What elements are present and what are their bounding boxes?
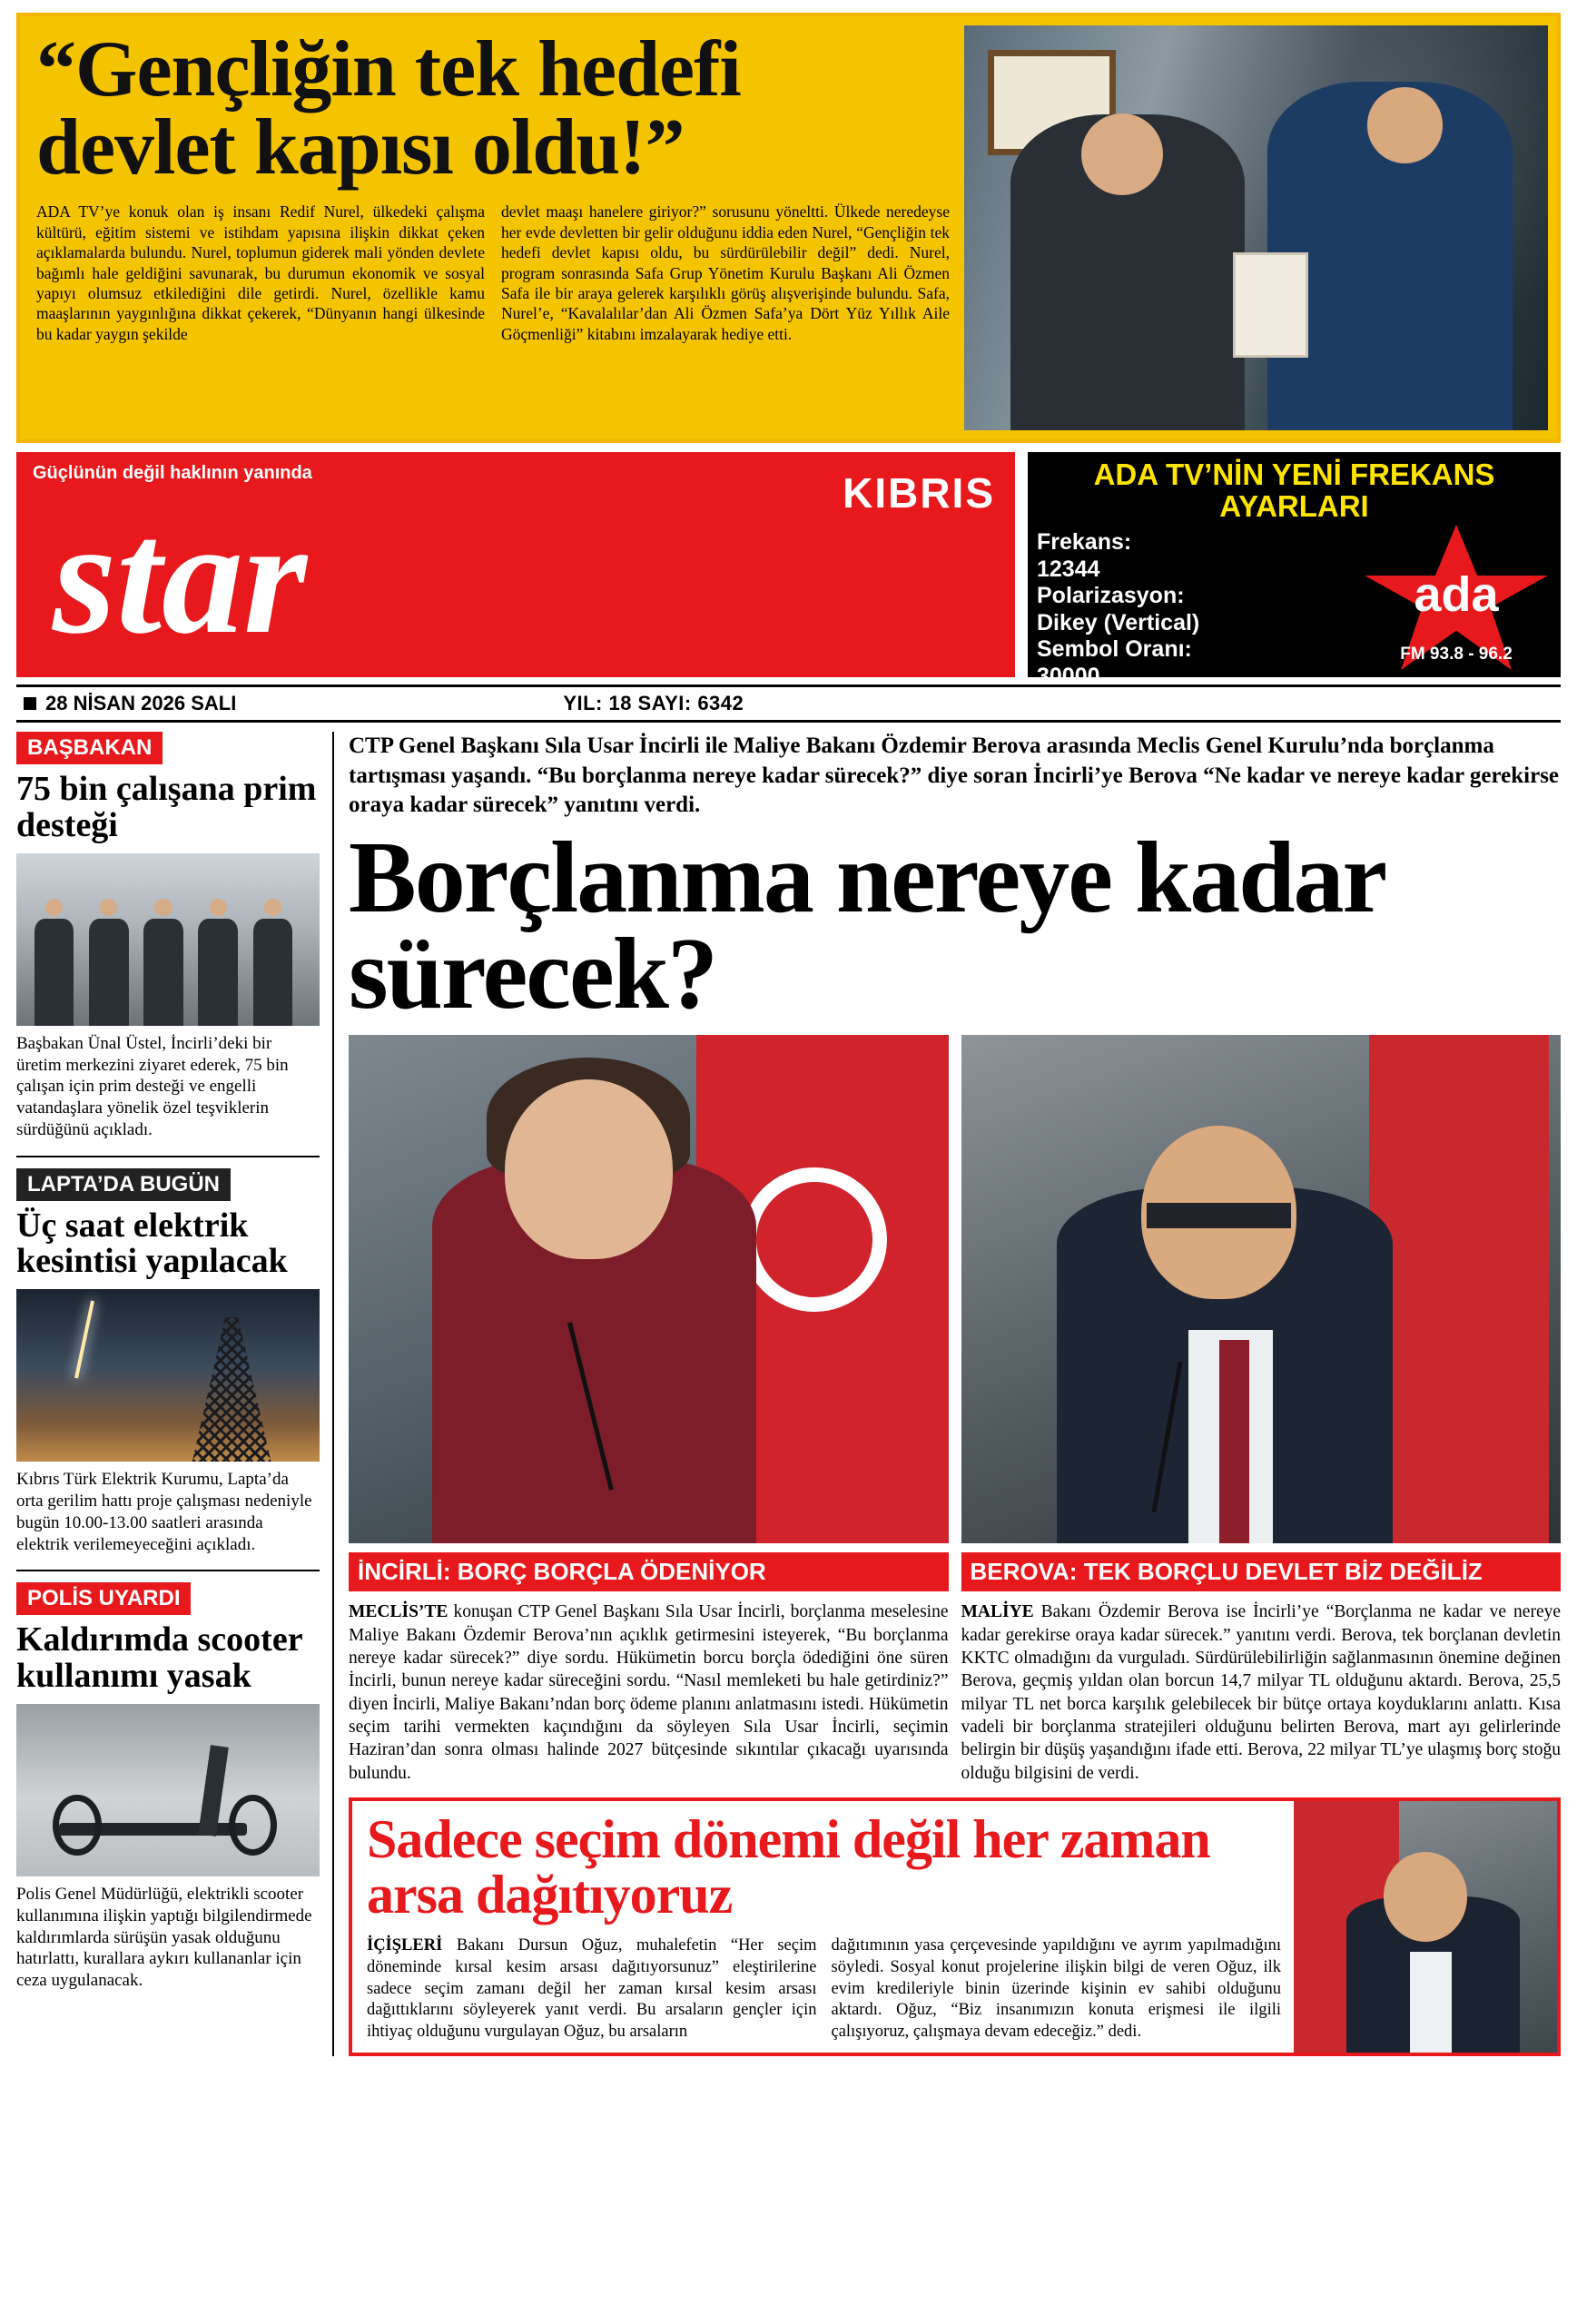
masthead-slogan: Güçlünün değil haklının yanında — [33, 463, 312, 483]
subbar-incirli: İNCİRLİ: BORÇ BORÇLA ÖDENİYOR — [349, 1552, 949, 1591]
lead-headline: Borçlanma nereye kadar sürecek? — [349, 821, 1385, 1030]
lead-body-left-text: konuşan CTP Genel Başkanı Sıla Usar İncirli, borçlanma meselesine Maliye Bakanı Özdemir Berova’nın açıklık getirmesini isteyerek, “Bu borçlanma nereye kadar sürecek?” diye sordu. Hükümetin borcu borçla ödediğini öne süren İncirli, bunun nereye kadar süreceğini sordu. “Nasıl memleketi bu hale getirdiniz?” diyen İncirli, Maliye Bakanı’ndan borç ödeme planını anlatmasını istedi. Hükümetin seçim tarihi vermekten kaçındığını da söyleyen Sıla Usar İncirli, seçimin Haziran’dan sonra olması halinde 2027 bütçesinde sıkıntılar çıkacağı uyarısında bulundu. — [349, 1602, 949, 1783]
bottom-story-columns — [367, 1935, 1281, 2043]
glasses-icon — [1147, 1203, 1291, 1228]
masthead-logo-block — [16, 452, 1015, 677]
date-bar — [16, 684, 1561, 723]
sidebar-headline-polis: Kaldırımda scooter kullanımı yasak — [16, 1620, 302, 1696]
top-story-photo — [964, 25, 1548, 430]
advert-sembol-value: 30000 — [1037, 663, 1100, 689]
advert-frekans-value: 12344 — [1037, 556, 1100, 582]
issue-number: YIL: 18 SAYI: 6342 — [563, 692, 744, 714]
bottom-story-headline: Sadece seçim dönemi değil her zaman arsa dağıtıyoruz — [367, 1809, 1210, 1925]
lead-photos — [349, 1035, 1561, 1543]
sidebar-item-lapta — [16, 1168, 320, 1556]
lead-kicker: CTP Genel Başkanı Sıla Usar İncirli ile Maliye Bakanı Özdemir Berova arasında Meclis Genel Kurulu’nda borçlanma tartışması yaşandı. “Bu borçlanma nereye kadar sürecek?” diye soran İncirli’ye Berova “Ne kadar ve nereye kadar gerekirse oraya kadar sürecek” yanıtını verdi. — [349, 734, 1560, 817]
advert-polarizasyon-label: Polarizasyon: — [1037, 583, 1185, 609]
sidebar-photo-lapta — [16, 1289, 320, 1462]
oguz-face — [1384, 1852, 1468, 1942]
photo-incirli — [349, 1035, 949, 1543]
sidebar-caption-basbakan: Başbakan Ünal Üstel, İncirli’deki bir üretim merkezini ziyaret ederek, 75 bin çalışan için prim desteği ve engelli vatandaşlara yönelik özel teşviklerin sürdüğünü açıkladı. — [16, 1033, 289, 1139]
lead-body-right-text: Bakanı Özdemir Berova ise İncirli’ye “Borçlanma ne kadar ve nereye kadar gerekirse oraya kadar sürecek.” yanıtını verdi. Berova, tek borçlanan devletin KKTC olmadığını da vurguladı. Sürdürülebilirliğin sağlanmasının önemine değinen Berova, geçmiş yıldan olan borcun 14,7 milyar TL olduğunu aktardı. Berova, 25,5 milyar TL net borca karşılık gelebilecek bir bütçe ortaya koyduklarını anlattı. Kısa vadeli bir borçlanma stratejileri olduğunu belirten Berova, mart ayı gelirlerinde belirgin bir düşüş yaşandığını ifade etti. Berova, 22 milyar TL’ye ulaşmış borç stoğu olduğu bilgisini de verdi. — [961, 1602, 1561, 1783]
advert-details — [1037, 529, 1361, 690]
sidebar-divider-1 — [16, 1156, 320, 1157]
sidebar-item-polis — [16, 1582, 320, 1992]
subbar-berova: BEROVA: TEK BORÇLU DEVLET BİZ DEĞİLİZ — [961, 1552, 1562, 1591]
masthead — [16, 452, 1561, 689]
lead-body-left — [349, 1600, 949, 1785]
oguz-shirt — [1410, 1952, 1452, 2053]
berova-tie — [1219, 1340, 1249, 1543]
incirli-face — [505, 1079, 673, 1259]
sidebar-caption-polis: Polis Genel Müdürlüğü, elektrikli scooter kullanımına ilişkin yaptığı bilgilendirmede kaldırımlarda sürüşün yasak olduğunu hatırlattı, kurallara aykırı kullananlar için ceza uygulanacak. — [16, 1885, 312, 1991]
person-right-head — [1367, 87, 1444, 163]
lead-body-left-lead: MECLİS’TE — [349, 1602, 448, 1622]
sidebar-headline-basbakan: 75 bin çalışana prim desteği — [16, 770, 317, 844]
top-story-headline: “Gençliğin tek hedefi devlet kapısı oldu!” — [36, 25, 741, 192]
lightning-icon — [74, 1300, 94, 1378]
main-column — [334, 732, 1561, 2056]
top-story-column-1 — [36, 202, 485, 344]
lead-subheadline-bars — [349, 1552, 1561, 1591]
bottom-story-text — [352, 1801, 1294, 2053]
lead-body-columns — [349, 1600, 1561, 1785]
pylon-shape — [192, 1317, 271, 1462]
photo-berova — [961, 1035, 1562, 1543]
bottom-story-column-1-text: Bakanı Dursun Oğuz, muhalefetin “Her seçim döneminde kırsal kesim arsası dağıtıyorsunuz” eleştirilerine sadece seçim zamanı değil her zaman kırsal kesim arsası dağıttıklarını söyleyerek yanıt verdi. Bu arsaların gençler için ihtiyaç olduğunu vurgulayan Oğuz, bu arsaların — [367, 1936, 817, 2042]
scooter-wheel-rear — [229, 1795, 277, 1856]
sidebar-divider-2 — [16, 1570, 320, 1571]
advert-sembol-label: Sembol Oranı: — [1037, 636, 1192, 663]
top-story-columns — [36, 202, 950, 344]
top-story-text-area — [20, 16, 964, 439]
page-content — [16, 732, 1561, 2056]
sidebar-photo-polis — [16, 1704, 320, 1876]
flag-background — [1369, 1035, 1549, 1543]
advert-polarizasyon-value: Dikey (Vertical) — [1037, 609, 1200, 635]
person-left-head — [1081, 113, 1163, 195]
publication-date: 28 NİSAN 2026 SALI — [45, 692, 237, 714]
masthead-kibris-label: KIBRIS — [843, 469, 995, 517]
lead-body-right — [961, 1600, 1562, 1785]
ada-logo-word: ada — [1414, 567, 1499, 622]
masthead-title: star — [53, 487, 308, 667]
top-story-column-1-text: ADA TV’ye konuk olan iş insanı Redif Nurel, ülkedeki çalışma kültürü, eğitim sistemi ve istihdam yapısına ilişkin dikkat çeken açıklamalarda bulundu. Nurel, toplumun giderek mali yönden devlete bağımlı hale geldiğini savunarak, bu durumun ekonomik ve sosyal yapıyı olumsuz etkilediğini dile getirdi. Nurel, özellikle kamu maaşlarının yaygınlığına dikkat çekerek, “Dünyanın hangi ülkesinde bu kadar yaygın şekilde — [36, 202, 485, 343]
advert-title: ADA TV’NİN YENİ FREKANS AYARLARI — [1093, 458, 1495, 523]
bottom-story-column-1 — [367, 1935, 817, 2043]
ada-tv-advert — [1028, 452, 1561, 689]
top-story-column-2: devlet maaşı hanelere giriyor?” sorusunu yöneltti. Ülkede neredeyse her evde devletten bir gelir olduğunu iddia eden Nurel, “Gençliğin tek hedefi devlet kapısı oldu, bu sürdürülebilir değil” dedi. Nurel, program sonrasında Safa Grup Yönetim Kurulu Başkanı Ali Özmen Safa ile bir araya gelerek karşılıklı görüş alışverişinde bulundu. Safa, Nurel’e, “Kavalalılar’dan Ali Özmen Safa’ya Dört Yüz Yıllık Aile Göçmenliği” kitabını imzalayarak hediye etti. — [501, 202, 950, 343]
bottom-story-column-1-lead: İÇİŞLERİ — [367, 1936, 443, 1955]
sidebar-caption-lapta: Kıbrıs Türk Elektrik Kurumu, Lapta’da orta gerilim hattı proje çalışması nedeniyle bugün 10.00-13.00 saatleri arasında elektrik verilemeyeceğini açıkladı. — [16, 1470, 312, 1554]
sidebar-tag-polis: POLİS UYARDI — [16, 1582, 191, 1615]
bottom-story-photo — [1294, 1801, 1557, 2053]
top-story-photo-wrap — [964, 16, 1557, 439]
bullet-square-icon — [24, 697, 36, 710]
sidebar-tag-lapta: LAPTA’DA BUGÜN — [16, 1168, 231, 1201]
lead-body-right-lead: MALİYE — [961, 1602, 1034, 1622]
scooter-wheel-front — [53, 1795, 101, 1856]
ada-logo-frequency: FM 93.8 - 96.2 — [1400, 645, 1513, 664]
bottom-story-column-2: dağıtımının yasa çerçevesinde yapıldığını ve ayrım yapılmadığını söyledi. Sosyal konut projelerine ilişkin bilgi de veren Oğuz, ilk evim kredileriyle binin üzerinde kişinin ev sahibi olduğunu aktardı. Oğuz, “Biz insanımızın konuta erişmesi ile ilgili çalışıyoruz, çalışmaya devam edeceğiz.” dedi. — [831, 1936, 1281, 2042]
advert-frekans-label: Frekans: — [1037, 529, 1132, 556]
top-story-banner — [16, 13, 1561, 443]
sidebar-item-basbakan — [16, 732, 320, 1141]
sidebar-tag-basbakan: BAŞBAKAN — [16, 732, 163, 764]
sidebar-photo-basbakan — [16, 853, 320, 1026]
sidebar-headline-lapta: Üç saat elektrik kesintisi yapılacak — [16, 1206, 288, 1281]
ada-radio-logo — [1361, 525, 1552, 670]
sidebar — [16, 732, 334, 2056]
book-gift — [1233, 252, 1309, 358]
bottom-story-box — [349, 1797, 1561, 2056]
